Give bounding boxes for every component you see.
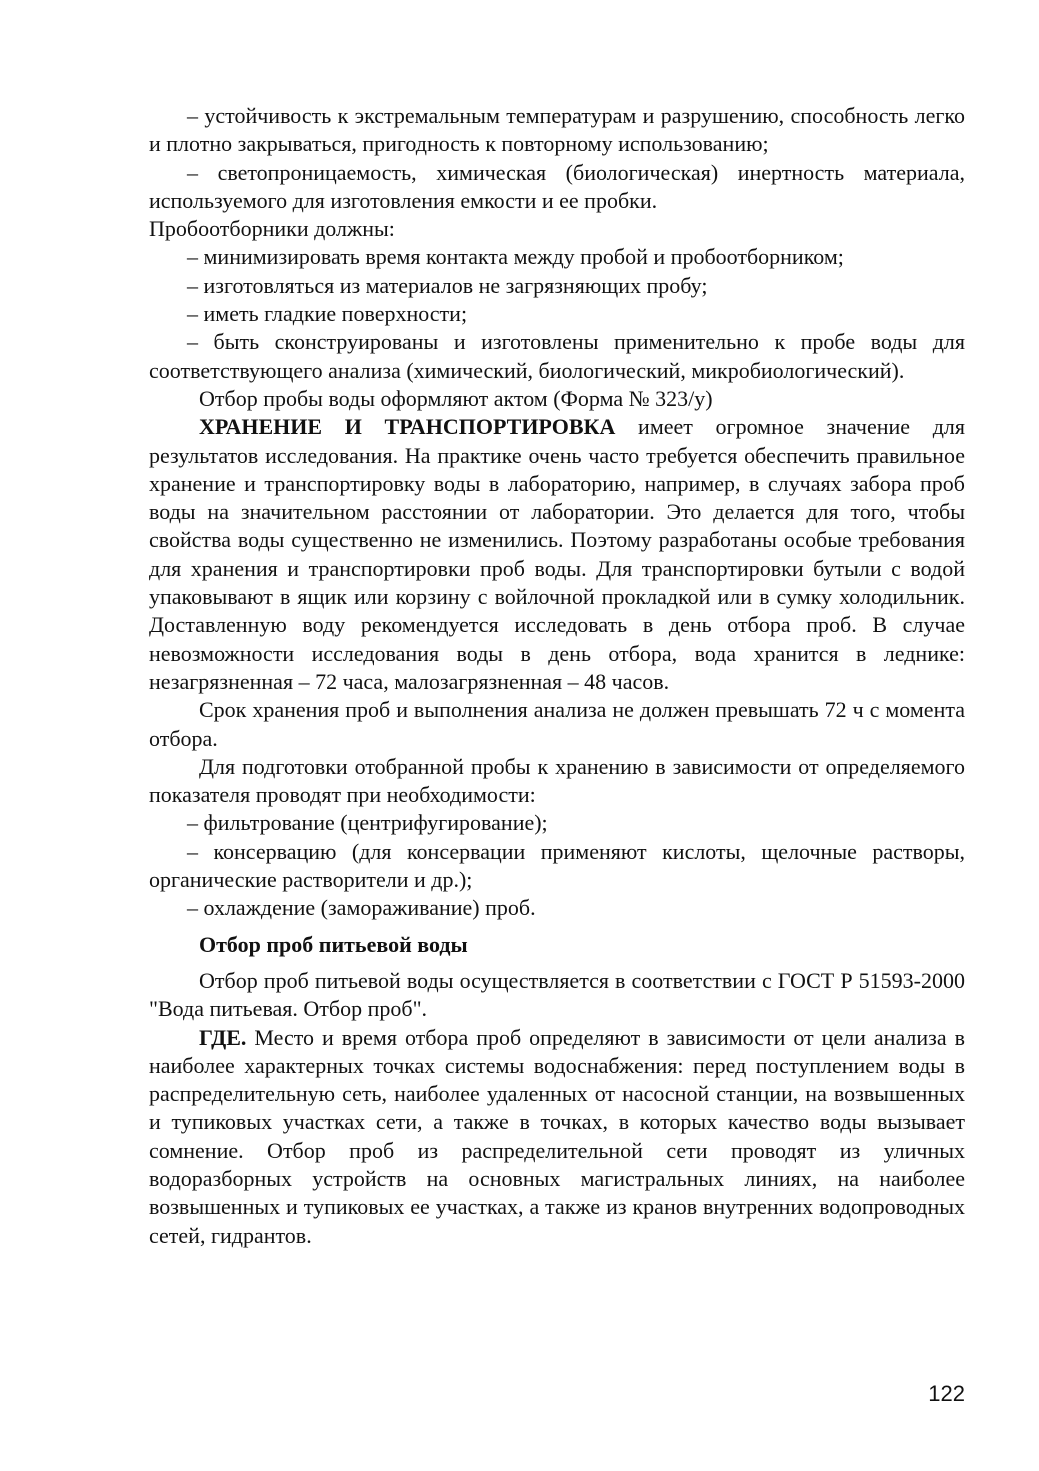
storage-transport-bold-lead: ХРАНЕНИЕ И ТРАНСПОРТИРОВКА bbox=[199, 414, 616, 440]
section-heading: Отбор проб питьевой воды bbox=[199, 931, 468, 957]
list-item-cooling: – охлаждение (замораживание) проб. bbox=[187, 895, 536, 921]
list-item-constructed: – быть сконструированы и изготовлены применительно к пробе воды для соответствующего анализа (химический, биологический, микробиологический). bbox=[149, 329, 965, 383]
paragraph-storage-transport bbox=[149, 413, 965, 696]
page-number: 122 bbox=[928, 1381, 965, 1406]
list-item-materials: – изготовляться из материалов не загрязняющих пробу; bbox=[187, 272, 708, 298]
paragraph-act-form: Отбор пробы воды оформляют актом (Форма № 323/у) bbox=[199, 385, 713, 411]
paragraph-samplers-must: Пробоотборники должны: bbox=[149, 216, 395, 242]
paragraph-container-light-permeability: – светопроницаемость, химическая (биологическая) инертность материала, используемого для изготовления емкости и ее пробки. bbox=[149, 159, 965, 213]
list-item-minimize-contact: – минимизировать время контакта между пробой и пробоотборником; bbox=[187, 244, 844, 270]
paragraph-gost: Отбор проб питьевой воды осуществляется в соответствии с ГОСТ Р 51593-2000 "Вода питьевая. Отбор проб". bbox=[149, 967, 965, 1022]
paragraph-container-requirements: – устойчивость к экстремальным температурам и разрушению, способность легко и плотно закрываться, пригодность к повторному использованию; bbox=[149, 103, 965, 157]
list-item-preservation: – консервацию (для консервации применяют кислоты, щелочные растворы, органические растворители и др.); bbox=[149, 838, 965, 893]
list-item-filtration: – фильтрование (центрифугирование); bbox=[187, 810, 548, 836]
where-text: Место и время отбора проб определяют в зависимости от цели анализа в наиболее характерных точках системы водоснабжения: перед поступлением воды в распределительную сеть, наиболее удаленных от насосной станции, на возвышенных и тупиковых участках сети, а также в точках, в которых качество воды вызывает сомнение. Отбор проб из распределительной сети проводят из уличных водоразборных устройств на основных магистральных линиях, на наиболее возвышенных и тупиковых ее участках, а также из кранов внутренних водопроводных сетей, гидрантов. bbox=[149, 1024, 965, 1248]
paragraph-storage-term: Срок хранения проб и выполнения анализа не должен превышать 72 ч с момента отбора. bbox=[149, 697, 965, 751]
where-bold-lead: ГДЕ. bbox=[199, 1024, 247, 1050]
storage-transport-text: имеет огромное значение для результатов исследования. На практике очень часто требуется обеспечить правильное хранение и транспортировку воды в лабораторию, например, в случаях забора проб воды на значительном расстоянии от лаборатории. Это делается для того, чтобы свойства воды существенно не изменились. Поэтому разработаны особые требования для хранения и транспортировки проб воды. Для транспортировки бутыли с водой упаковывают в ящик или корзину с войлочной прокладкой или в сумку холодильник. Доставленную воду рекомендуется исследовать в день отбора проб. В случае невозможности исследования воды в день отбора, вода хранится в леднике: незагрязненная – 72 часа, малозагрязненная – 48 часов. bbox=[149, 414, 965, 694]
list-item-smooth-surfaces: – иметь гладкие поверхности; bbox=[187, 301, 468, 327]
paragraph-where bbox=[149, 1024, 965, 1250]
page-body bbox=[149, 102, 965, 1250]
paragraph-preparation: Для подготовки отобранной пробы к хранению в зависимости от определяемого показателя проводят при необходимости: bbox=[149, 753, 965, 808]
